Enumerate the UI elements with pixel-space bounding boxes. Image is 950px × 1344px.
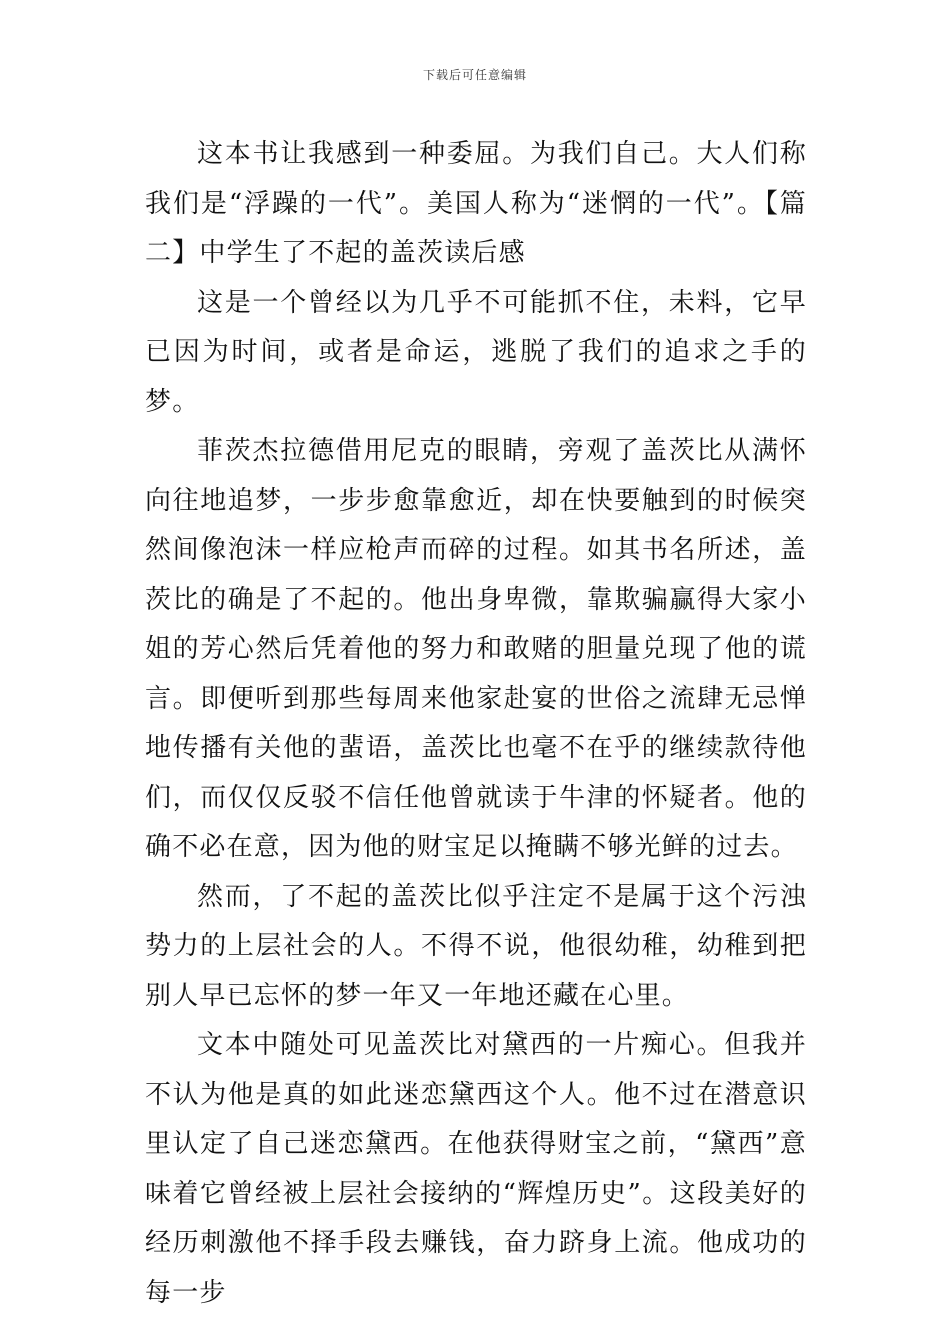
page-header: 下载后可任意编辑 [422, 68, 527, 82]
paragraph: 然而，了不起的盖茨比似乎注定不是属于这个污浊势力的上层社会的人。不得不说，他很幼稚，幼稚到把别人早已忘怀的梦一年又一年地还藏在心里。 [145, 881, 807, 1011]
paragraph: 这是一个曾经以为几乎不可能抓不住，未料，它早已因为时间，或者是命运，逃脱了我们的追求之手的梦。 [145, 287, 807, 417]
paragraph: 菲茨杰拉德借用尼克的眼睛，旁观了盖茨比从满怀向往地追梦，一步步愈靠愈近，却在快要触到的时候突然间像泡沫一样应枪声而碎的过程。如其书名所述，盖茨比的确是了不起的。他出身卑微，靠欺骗赢得大家小姐的芳心然后凭着他的努力和敢赌的胆量兑现了他的谎言。即便听到那些每周来他家赴宴的世俗之流肆无忌惮地传播有关他的蜚语，盖茨比也毫不在乎的继续款待他们，而仅仅反驳不信任他曾就读于牛津的怀疑者。他的确不必在意，因为他的财宝足以掩瞒不够光鲜的过去。 [145, 436, 807, 862]
paragraph: 文本中随处可见盖茨比对黛西的一片痴心。但我并不认为他是真的如此迷恋黛西这个人。他不过在潜意识里认定了自己迷恋黛西。在他获得财宝之前，“黛西”意味着它曾经被上层社会接纳的“辉煌历史”。这段美好的经历刺激他不择手段去赚钱，奋力跻身上流。他成功的每一步 [145, 1030, 807, 1308]
paragraph: 这本书让我感到一种委屈。为我们自己。大人们称我们是“浮躁的一代”。美国人称为“迷惘的一代”。【篇二】中学生了不起的盖茨读后感 [145, 139, 807, 268]
document-body [145, 130, 807, 1318]
